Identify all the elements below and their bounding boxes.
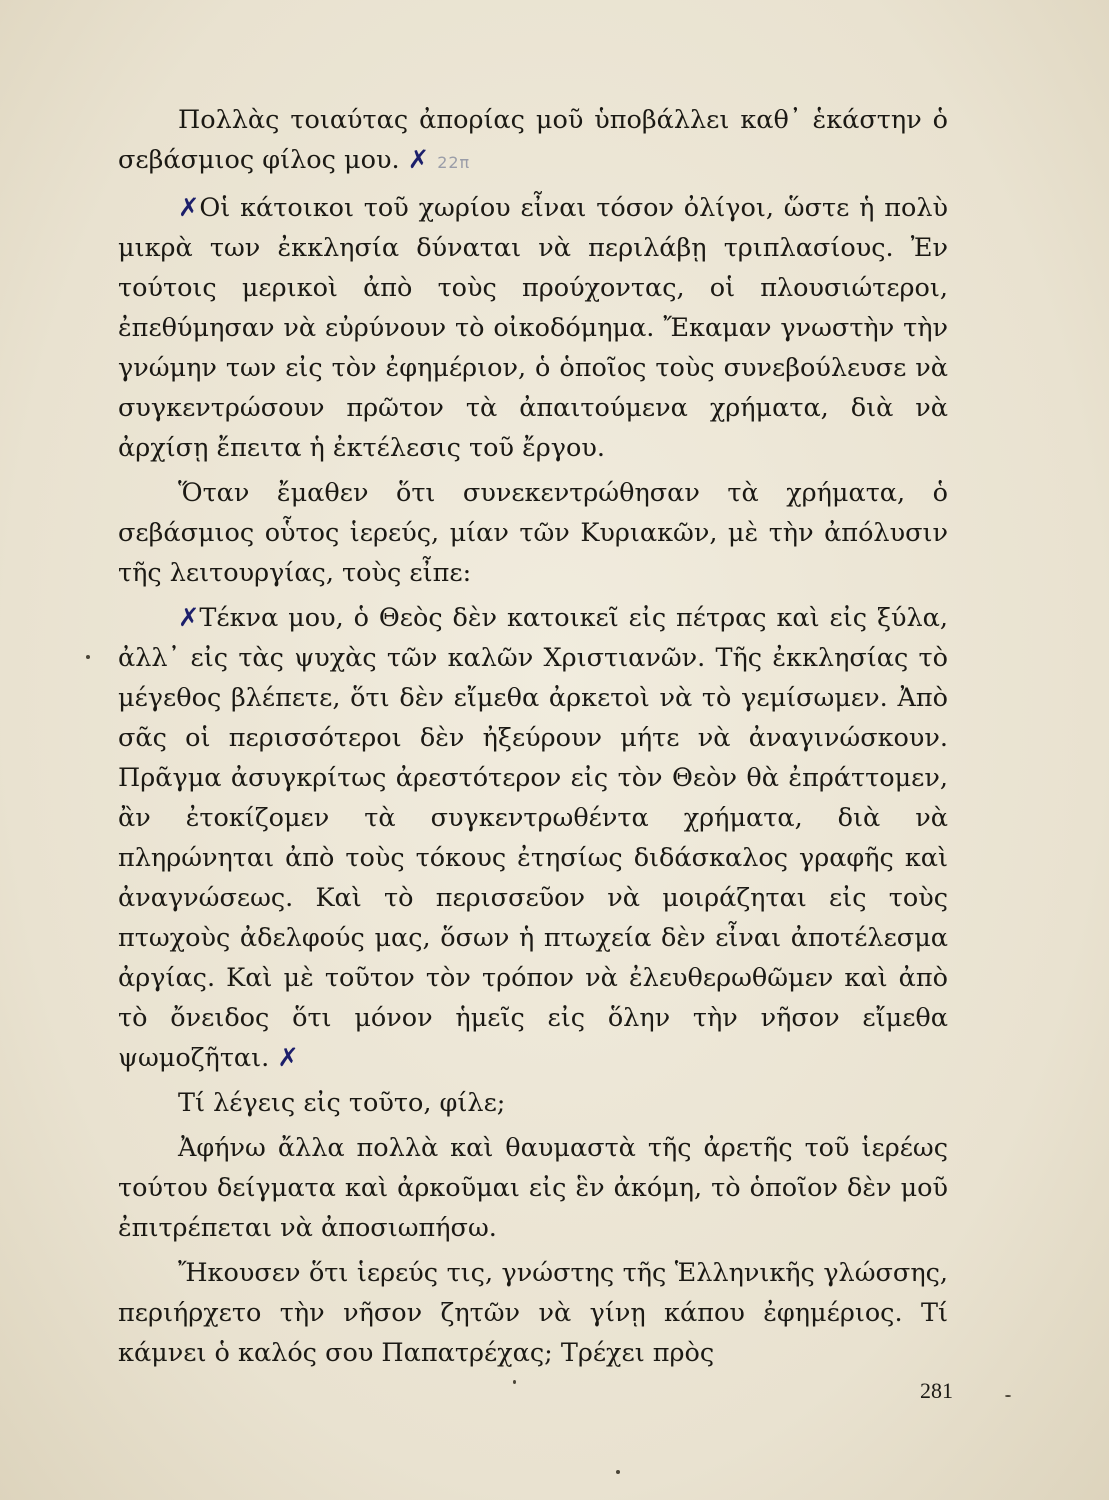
paper-speck xyxy=(1005,1395,1011,1397)
cross-mark-icon: ✗ xyxy=(407,145,430,175)
paragraph-text: Οἱ κάτοικοι τοῦ χωρίου εἶναι τόσον ὀλίγοι, ὥστε ἡ πολὺ μικρὰ των ἐκκλησία δύναται νὰ περιλάβῃ τριπλασίους. Ἐν τούτοις μερικοὶ ἀπὸ τοὺς προύχοντας, οἱ πλουσιώτεροι, ἐπεθύμησαν νὰ εὐρύνουν τὸ οἰκοδόμημα. Ἔκαμαν γνωστὴν τὴν γνώμην των εἰς τὸν ἐφημέριον, ὁ ὁποῖος τοὺς συνεβούλευσε νὰ συγκεντρώσουν πρῶτον τὰ ἀπαιτούμενα χρήματα, διὰ νὰ ἀρχίσῃ ἔπειτα ἡ ἐκτέλεσις τοῦ ἔργου. xyxy=(118,193,948,463)
paragraph-3 xyxy=(118,473,948,593)
paragraph-2 xyxy=(118,188,948,468)
paragraph-text: Ὅταν ἔμαθεν ὅτι συνεκεντρώθησαν τὰ χρήματα, ὁ σεβάσμιος οὗτος ἱερεύς, μίαν τῶν Κυριακῶν, μὲ τὴν ἀπόλυσιν τῆς λειτουργίας, τοὺς εἶπε: xyxy=(118,478,948,588)
cross-mark-icon: ✗ xyxy=(277,1043,299,1073)
paragraph-5 xyxy=(118,1083,948,1123)
paragraph-text: Ἀφήνω ἄλλα πολλὰ καὶ θαυμαστὰ τῆς ἀρετῆς τοῦ ἱερέως τούτου δείγματα καὶ ἀρκοῦμαι εἰς ἓν ἀκόμη, τὸ ὁποῖον δὲν μοῦ ἐπιτρέπεται νὰ ἀποσιωπήσω. xyxy=(118,1133,948,1243)
paragraph-text: Τέκνα μου, ὁ Θεὸς δὲν κατοικεῖ εἰς πέτρας καὶ εἰς ξύλα, ἀλλ᾽ εἰς τὰς ψυχὰς τῶν καλῶν Χριστιανῶν. Τῆς ἐκκλησίας τὸ μέγεθος βλέπετε, ὅτι δὲν εἴμεθα ἀρκετοὶ νὰ τὸ γεμίσωμεν. Ἀπὸ σᾶς οἱ περισσότεροι δὲν ἠξεύρουν μήτε νὰ ἀναγινώσκουν. Πρᾶγμα ἀσυγκρίτως ἀρεστότερον εἰς τὸν Θεὸν θὰ ἐπράττομεν, ἂν ἐτοκίζομεν τὰ συγκεντρωθέντα χρήματα, διὰ νὰ πληρώνηται ἀπὸ τοὺς τόκους ἐτησίως διδάσκαλος γραφῆς καὶ ἀναγνώσεως. Καὶ τὸ περισσεῦον νὰ μοιράζηται εἰς τοὺς πτωχοὺς ἀδελφούς μας, ὅσων ἡ πτωχεία δὲν εἶναι ἀποτέλεσμα ἀργίας. Καὶ μὲ τοῦτον τὸν τρόπον νὰ ἐλευθερωθῶμεν καὶ ἀπὸ τὸ ὄνειδος ὅτι μόνον ἡμεῖς εἰς ὅλην τὴν νῆσον εἴμεθα ψωμοζῆται. xyxy=(118,603,948,1073)
paper-speck xyxy=(616,1470,620,1474)
paper-speck xyxy=(86,655,90,659)
paper-speck xyxy=(513,1380,516,1384)
paragraph-6 xyxy=(118,1128,948,1248)
paragraph-text: Πολλὰς τοιαύτας ἀπορίας μοῦ ὑποβάλλει καθ᾽ ἑκάστην ὁ σεβάσμιος φίλος μου. xyxy=(118,105,948,175)
cross-mark-icon: ✗ xyxy=(178,193,200,223)
paragraph-text: Ἤκουσεν ὅτι ἱερεύς τις, γνώστης τῆς Ἑλληνικῆς γλώσσης, περιήρχετο τὴν νῆσον ζητῶν νὰ γίνῃ κάπου ἐφημέριος. Τί κάμνει ὁ καλός σου Παπατρέχας; Τρέχει πρὸς xyxy=(118,1258,948,1368)
paragraph-4 xyxy=(118,598,948,1078)
paragraph-1 xyxy=(118,100,948,183)
page-number: 281 xyxy=(920,1378,953,1403)
paragraph-text: Τί λέγεις εἰς τοῦτο, φίλε; xyxy=(178,1088,506,1118)
body-text xyxy=(118,100,948,1378)
cross-mark-icon: ✗ xyxy=(178,603,200,633)
paragraph-7 xyxy=(118,1253,948,1373)
pencil-annotation: 22π xyxy=(437,153,471,172)
